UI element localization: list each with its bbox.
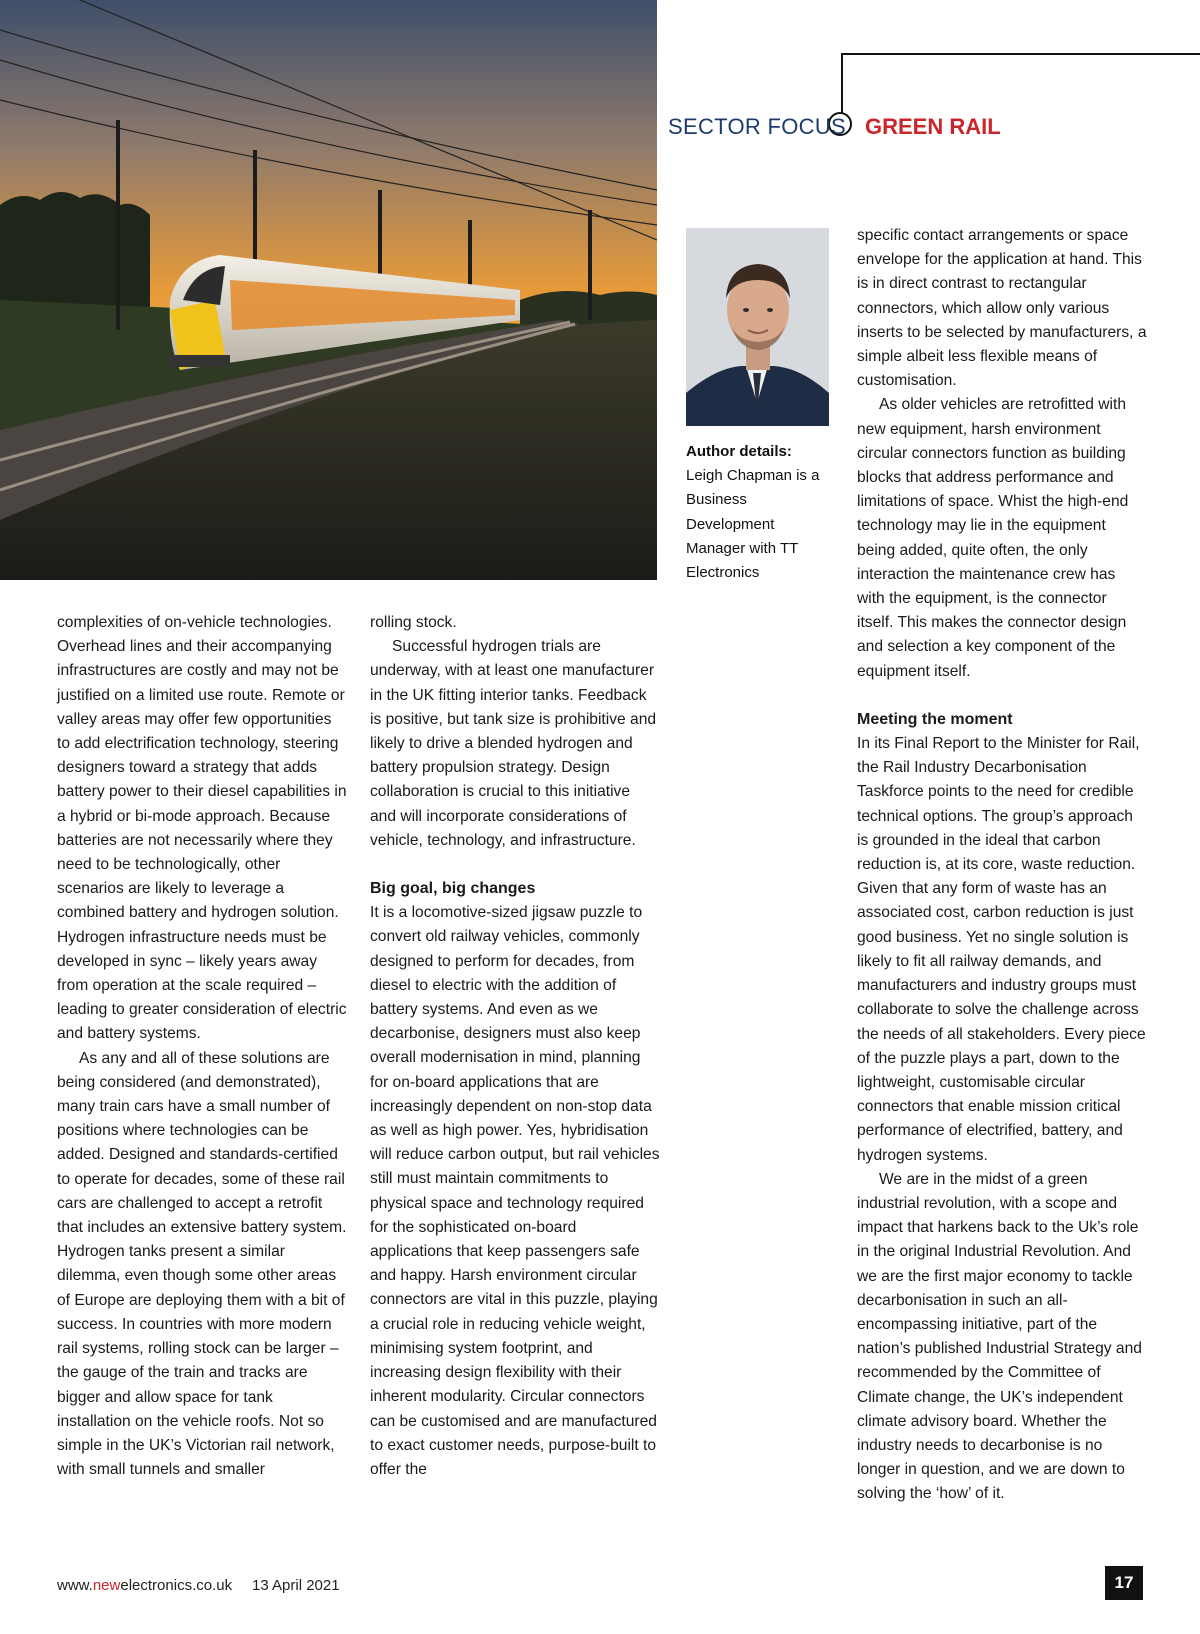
author-photo bbox=[686, 228, 829, 426]
author-details-label: Author details: bbox=[686, 443, 792, 460]
paragraph: rolling stock. bbox=[370, 614, 457, 631]
train-photo-icon bbox=[0, 0, 657, 580]
topic-label: GREEN RAIL bbox=[865, 114, 1001, 139]
section-label: SECTOR FOCUS bbox=[668, 114, 846, 139]
footer-url[interactable] bbox=[57, 1577, 232, 1594]
author-portrait-icon bbox=[686, 228, 829, 426]
author-bio: Leigh Chapman is a Business Development Manager with TT Electronics bbox=[686, 467, 820, 582]
paragraph: As any and all of these solutions are being considered (and demonstrated), many train cars have a small number of positions where technologies can be added. Designed and standards-certified to operate for decades, some of these rail cars are challenged to accept a retrofit that includes an extensive battery system. Hydrogen tanks present a similar dilemma, even though some other areas of Europe are deploying them with a bit of success. In countries with more modern rail systems, rolling stock can be larger – the gauge of the train and tracks are bigger and allow space for tank installation on the vehicle roofs. Not so simple in the UK’s Victorian rail network, with small tunnels and smaller bbox=[57, 1049, 347, 1479]
paragraph: complexities of on-vehicle technologies. Overhead lines and their accompanying infrastructures are costly and may not be justified on a limited use route. Remote or valley areas may offer few opportunities to add electrification technology, steering designers toward a strategy that adds battery power to their diesel capabilities in a hybrid or bi-mode approach. Because batteries are not necessarily where they need to be technologically, other scenarios are likely to leverage a combined battery and hydrogen solution. Hydrogen infrastructure needs must be developed in sync – likely years away from operation at the scale required – leading to greater consideration of electric and battery systems. bbox=[57, 614, 347, 1043]
paragraph: In its Final Report to the Minister for Rail, the Rail Industry Decarbonisation Taskforce points to the need for credible technical options. The group’s approach is grounded in the ideal that carbon reduction is, at its core, waste reduction. Given that any form of waste has an associated cost, carbon reduction is just good business. Yet no single solution is likely to fit all railway demands, and manufacturers and industry groups must collaborate to solve the challenge across the needs of all stakeholders. Every piece of the puzzle plays a part, down to the lightweight, customisable circular connectors that enable mission critical performance of electrified, battery, and hydrogen systems. bbox=[857, 735, 1146, 1164]
page-number: 17 bbox=[1105, 1566, 1143, 1600]
subheading: Meeting the moment bbox=[857, 710, 1013, 728]
url-prefix: www. bbox=[57, 1577, 93, 1594]
paragraph: We are in the midst of a green industrial revolution, with a scope and impact that harkens back to the Uk’s role in the original Industrial Revolution. And we are the first major economy to tackle decarbonisation in such an all-encompassing initiative, part of the nation’s published Industrial Strategy and recommended by the Committee of Climate change, the UK’s independent climate advisory board. Whether the industry needs to decarbonise is no longer in question, and we are down to solving the ‘how’ of it. bbox=[857, 1170, 1142, 1503]
issue-date: 13 April 2021 bbox=[252, 1577, 340, 1594]
article-column-2 bbox=[370, 611, 660, 1482]
paragraph: As older vehicles are retrofitted with new equipment, harsh environment circular connectors function as building blocks that address performance and limitations of space. Whist the high-end technology may lie in the equipment being added, quite often, the only interaction the maintenance crew has with the equipment, is the connector itself. This makes the connector design and selection a key component of the equipment itself. bbox=[857, 396, 1129, 680]
hero-image bbox=[0, 0, 657, 580]
article-column-1 bbox=[57, 611, 347, 1482]
paragraph: Successful hydrogen trials are underway, with at least one manufacturer in the UK fitting interior tanks. Feedback is positive, but tank size is prohibitive and likely to drive a blended hydrogen and battery propulsion strategy. Design collaboration is crucial to this initiative and will incorporate considerations of vehicle, technology, and infrastructure. bbox=[370, 638, 657, 849]
header-rule bbox=[842, 53, 1200, 55]
author-details bbox=[686, 440, 826, 585]
url-brand: new bbox=[92, 1577, 121, 1594]
paragraph: It is a locomotive-sized jigsaw puzzle to convert old railway vehicles, commonly designed to perform for decades, from diesel to electric with the addition of battery systems. And even as we decarbonise, designers must also keep overall modernisation in mind, planning for on-board applications that are increasingly dependent on non-stop data as well as high power. Yes, hybridisation will reduce carbon output, but rail vehicles still must maintain commitments to physical space and technology required for the sophisticated on-board applications that keep passengers safe and happy. Harsh environment circular connectors are vital in this puzzle, playing a crucial role in reducing vehicle weight, minimising system footprint, and increasing design flexibility with their inherent modularity. Circular connectors can be customised and are manufactured to exact customer needs, purpose-built to offer the bbox=[370, 904, 660, 1478]
url-suffix: electronics.co.uk bbox=[120, 1577, 233, 1594]
header-rule-vertical bbox=[841, 53, 843, 113]
paragraph: specific contact arrangements or space envelope for the application at hand. This is in direct contrast to rectangular connectors, which allow only various inserts to be selected by manufacturers, a simple albeit less flexible means of customisation. bbox=[857, 227, 1147, 390]
subheading: Big goal, big changes bbox=[370, 880, 536, 898]
article-column-3 bbox=[857, 224, 1147, 1507]
